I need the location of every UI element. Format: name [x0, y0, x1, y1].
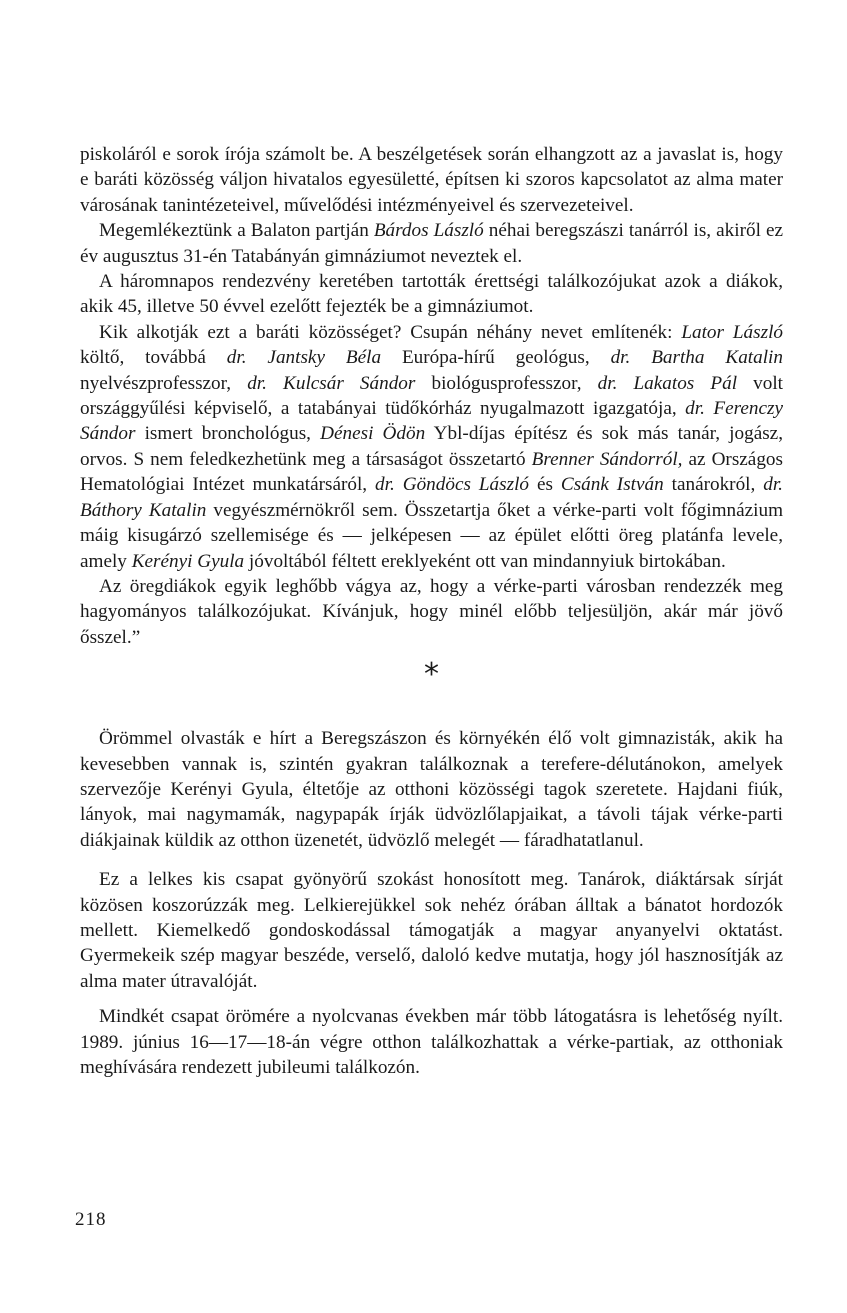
paragraph: [80, 726, 783, 853]
text-run: piskoláról e sorok írója számolt be. A beszélgetések során elhangzott az a javaslat is, hogy e baráti közösség váljon hivatalos egyesületté, építsen ki szoros kapcsolatot az alma mater városának tanintézeteivel, művelődési intézményeivel és szervezeteivel.: [80, 144, 783, 216]
text-run: Ez a lelkes kis csapat gyönyörű szokást honosított meg. Tanárok, diáktársak sírját közösen koszorúzzák meg. Lelkierejükkel sok nehéz órában álltak a bánatot hordozók mellett. Kiemelkedő gondoskodással támogatják a magyar anyanyelvi oktatást. Gyermekeik szép magyar beszéde, verselő, daloló kedve mutatja, hogy jól hasznosítják az alma mater útravalóját.: [80, 869, 783, 992]
italic-name: Brenner Sándorról,: [531, 448, 683, 470]
page-number: 218: [75, 1209, 107, 1230]
paragraph: [80, 320, 783, 574]
text-run: és: [529, 474, 561, 496]
italic-name: dr. Lakatos Pál: [597, 372, 738, 394]
page-body: [80, 142, 783, 1080]
text-run: néhai beregszászi tanárról is, akiről ez év augusztus 31-én Tatabányán gimnáziumot neveztek el.: [80, 220, 783, 267]
italic-name: Kerényi Gyula: [131, 550, 245, 572]
text-run: nyelvészprofesszor,: [80, 372, 248, 394]
text-run: Megemlékeztünk a Balaton partján: [99, 220, 374, 242]
paragraph: [80, 218, 783, 269]
italic-name: dr. Kulcsár Sándor: [247, 372, 416, 394]
text-run: Európa-hírű geológus,: [381, 347, 611, 369]
text-run: Örömmel olvasták e hírt a Beregszászon és környékén élő volt gimnazisták, akik ha kevesebben vannak is, szintén gyakran találkoznak a terefere-délutánokon, amelyek szervezője Kerényi Gyula, éltetője az otthoni közösségi tagok szeretete. Hajdani fiúk, lányok, mai nagymamák, nagypapák írják üdvözlőlapjaikat, a távoli tájak vérke-parti diákjainak küldik az otthon üzenetét, üdvözlő melegét — fáradhatatlanul.: [80, 728, 783, 851]
paragraph: [80, 142, 783, 218]
italic-name: dr. Báthory Katalin: [80, 474, 783, 521]
paragraph-gap: [80, 994, 783, 1004]
italic-name: Lator László: [681, 321, 784, 343]
italic-name: dr. Ferenczy Sándor: [80, 398, 783, 445]
text-run: Kik alkotják ezt a baráti közösséget? Csupán néhány nevet említenék:: [99, 321, 682, 343]
paragraph: [80, 867, 783, 994]
text-run: tanárokról,: [663, 474, 764, 496]
paragraph: [80, 574, 783, 650]
text-run: biológusprofesszor,: [415, 372, 598, 394]
italic-name: Dénesi Ödön: [320, 423, 426, 445]
italic-name: dr. Göndöcs László: [375, 474, 529, 496]
text-run: A háromnapos rendezvény keretében tartották érettségi találkozójukat azok a diákok, akik 45, illetve 50 évvel ezelőtt fejezték be a gimnáziumot.: [80, 271, 783, 318]
text-run: költő, továbbá: [80, 347, 227, 369]
italic-name: Csánk István: [560, 474, 664, 496]
text-run: Az öregdiákok egyik leghőbb vágya az, hogy a vérke-parti városban rendezzék meg hagyományos találkozójukat. Kívánjuk, hogy minél előbb teljesüljön, akár már jövő ősszel.”: [80, 575, 783, 648]
paragraph: [80, 269, 783, 320]
section-1: [80, 142, 783, 650]
section-separator-asterisk: *: [424, 657, 439, 693]
text-run: ismert bronchológus,: [135, 423, 321, 445]
text-run: jóvoltából féltett ereklyeként ott van mindannyiuk birtokában.: [244, 550, 726, 572]
paragraph-gap: [80, 853, 783, 867]
italic-name: Bárdos László: [373, 220, 484, 242]
text-run: volt országgyűlési képviselő, a tatabányai tüdőkórház nyugalmazott igazgatója,: [80, 372, 783, 420]
section-2: [80, 726, 783, 1080]
paragraph: [80, 1004, 783, 1080]
text-run: Ybl-díjas építész és sok más tanár, jogász, orvos. S nem feledkezhetünk meg a társaságot összetartó: [80, 423, 783, 470]
text-run: az Országos Hematológiai Intézet munkatársáról,: [80, 448, 783, 496]
text-run: Mindkét csapat örömére a nyolcvanas években már több látogatásra is lehetőség nyílt. 1989. június 16—17—18-án végre otthon találkozhattak a vérke-partiak, az otthoniak meghívására rendezett jubileumi találkozón.: [80, 1006, 783, 1078]
italic-name: dr. Bartha Katalin: [610, 347, 783, 369]
italic-name: dr. Jantsky Béla: [226, 347, 382, 369]
text-run: vegyészmérnökről sem. Összetartja őket a vérke-parti volt főgimnázium máig kisugárzó szellemisége és — jelképesen — az épület előtti öreg platánfa levele, amely: [80, 499, 783, 572]
